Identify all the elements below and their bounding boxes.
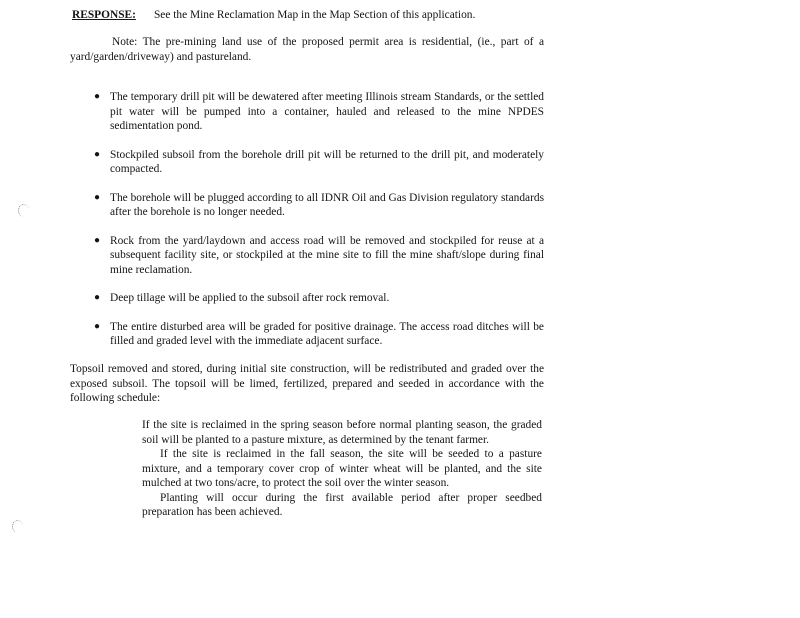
reclamation-bullet-list bbox=[94, 90, 544, 349]
scan-mark bbox=[12, 520, 23, 533]
bullet-icon: ● bbox=[94, 320, 101, 332]
list-item: ● Deep tillage will be applied to the subsoil after rock removal. bbox=[94, 292, 390, 304]
seeding-schedule bbox=[142, 418, 542, 520]
bullet-icon: ● bbox=[94, 191, 101, 203]
note-paragraph bbox=[70, 35, 544, 64]
schedule-planting: Planting will occur during the first available period after proper seedbed preparation has been achieved. bbox=[142, 491, 542, 518]
list-item: ● The entire disturbed area will be graded for positive drainage. The access road ditches will be filled and graded level with the immediate adjacent surface. bbox=[94, 320, 544, 347]
bullet-icon: ● bbox=[94, 234, 101, 246]
note-text: Note: The pre-mining land use of the proposed permit area is residential, (ie., part of a yard/garden/driveway) and pastureland. bbox=[70, 36, 544, 63]
topsoil-paragraph: Topsoil removed and stored, during initial site construction, will be redistributed and graded over the exposed subsoil. The topsoil will be limed, fertilized, prepared and seeded in accordance with the following schedule: bbox=[70, 363, 544, 404]
list-item: ● The borehole will be plugged according to all IDNR Oil and Gas Division regulatory standards after the borehole is no longer needed. bbox=[94, 191, 544, 218]
response-text: See the Mine Reclamation Map in the Map Section of this application. bbox=[153, 9, 476, 21]
response-line bbox=[72, 8, 552, 23]
bullet-icon: ● bbox=[94, 91, 101, 102]
schedule-spring: If the site is reclaimed in the spring season before normal planting season, the graded soil will be planted to a pasture mixture, as determined by the tenant farmer. bbox=[142, 419, 542, 446]
scan-mark bbox=[18, 204, 29, 217]
list-item: ● Stockpiled subsoil from the borehole drill pit will be returned to the drill pit, and moderately compacted. bbox=[94, 148, 544, 175]
list-item: ● Rock from the yard/laydown and access road will be removed and stockpiled for reuse at a subsequent facility site, or stockpiled at the mine site to fill the mine shaft/slope during final mine reclamation. bbox=[94, 234, 544, 276]
list-item: ● The temporary drill pit will be dewatered after meeting Illinois stream Standards, or the settled pit water will be pumped into a container, hauled and released to the mine NPDES sedimentation pond. bbox=[94, 91, 544, 132]
response-label: RESPONSE: bbox=[72, 9, 136, 21]
bullet-icon: ● bbox=[94, 148, 101, 160]
bullet-icon: ● bbox=[94, 292, 101, 303]
schedule-fall: If the site is reclaimed in the fall season, the site will be seeded to a pasture mixture, and a temporary cover crop of winter wheat will be planted, and the site mulched at two tons/acre, to protect the soil over the winter season. bbox=[142, 448, 542, 489]
